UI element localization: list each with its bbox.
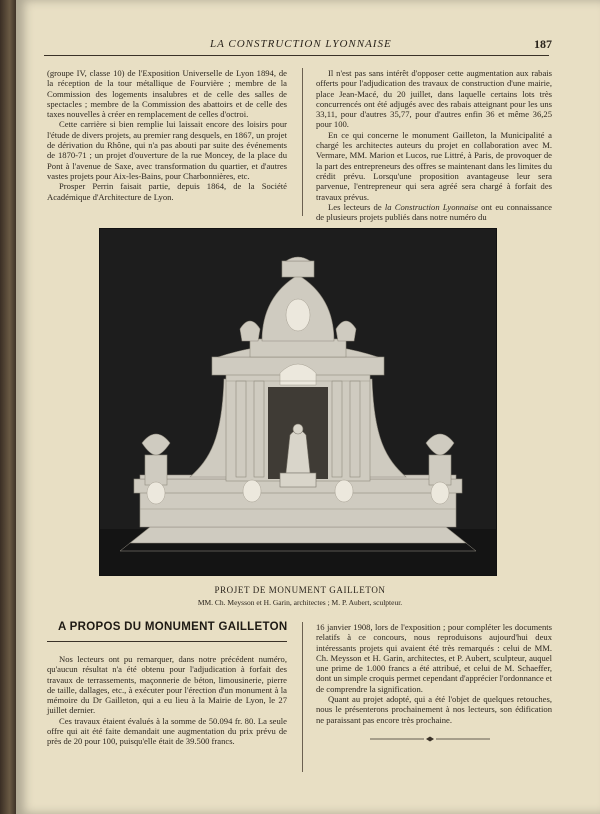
header-rule — [44, 55, 549, 56]
paragraph: (groupe IV, classe 10) de l'Exposition Universelle de Lyon 1894, de la réception de la tour métallique de Fourvière ; membre de la Commission des logements insalubres et de celle des salles de spectacles ; membre de la Commission des abattoirs et de celle des taxes nouvelles à créer en remplacement de celles d'octroi. — [47, 68, 287, 120]
section-rule — [47, 641, 287, 642]
plate-caption-credits: MM. Ch. Meysson et H. Garin, architectes ; M. P. Aubert, sculpteur. — [197, 598, 403, 607]
paragraph: Ces travaux étaient évalués à la somme de 50.094 fr. 80. La seule offre qui ait été faite demandait une augmentation du prix prévu de près de 20 pour 100, puisqu'elle était de 39.500 francs. — [47, 715, 287, 747]
column-bottom-right — [316, 622, 552, 725]
paragraph: Nos lecteurs ont pu remarquer, dans notre précédent numéro, qu'aucun résultat n'a été obtenu pour l'adjudication à forfait des travaux de terrassements, maçonnerie de béton, limousinerie, pierre de taille, dallages, etc., à exécuter pour l'érection d'un monument à la mémoire du Dr Gailleton, qui a eu lieu à la Mairie de Lyon, le 27 juillet dernier. — [47, 654, 287, 716]
column-divider — [302, 622, 303, 772]
running-header-title: LA CONSTRUCTION LYONNAISE — [210, 38, 392, 50]
plate-caption-title: PROJET DE MONUMENT GAILLETON — [214, 585, 386, 595]
journal-title: la Construction Lyonnaise — [384, 201, 478, 212]
text-run: ont eu connaissance de plusieurs projets publiés dans notre numéro du — [316, 201, 552, 223]
paragraph: Il n'est pas sans intérêt d'opposer cette augmentation aux rabais offerts pour l'adjudication des travaux de construction d'une mairie, place Jean-Macé, du 20 juillet, dans laquelle certains lots très concurrencés ont été adjugés avec des rabais atteignant pour les uns 33,11, pour d'autres 35,77, pour d'autres enfin 36 et même 36,25 pour 100. — [316, 68, 552, 130]
monument-illustration — [100, 229, 496, 575]
paragraph: Cette carrière si bien remplie lui laissait encore des loisirs pour l'étude de divers projets, au premier rang desquels, en 1867, un projet de dérivation du Rhône, qui n'a pas abouti par suite des événements de 1870-71 ; un projet d'ouverture de la rue Moncey, de la place du Pont à l'avenue de Saxe, avec transformation du quartier, et d'autres vastes projets pour Aix-les-Bains, pour Charbonnières, etc. — [47, 119, 287, 181]
paragraph: En ce qui concerne le monument Gailleton, la Municipalité a chargé les architectes auteurs du projet en collaboration avec M. Vermare, MM. Marion et Lucos, rue Littré, à Paris, de provoquer de la part des entrepreneurs des offres se maintenant dans les limites du crédit prévu. Lorsqu'une proposition avantageuse leur sera parvenue, l'entrepreneur qui sera agréé sera chargé à forfait des travaux prévus. — [316, 129, 552, 202]
column-divider — [302, 68, 303, 216]
column-top-right — [316, 68, 552, 222]
book-spine — [0, 0, 16, 814]
paragraph — [316, 202, 552, 223]
monument-plate-image — [99, 228, 497, 576]
paragraph: 16 janvier 1908, lors de l'exposition ; pour compléter les documents relatifs à ce concours, nous reproduisons aujourd'hui deux intéressants projets qui avaient été très remarqués : celui de MM. Ch. Meysson et H. Garin, architectes, et P. Aubert, sculpteur, auquel une prime de 1.000 francs a été attribué, et celui de M. Schaeffer, dont un simple croquis permet cependant d'apprécier l'ordonnance et de comprendre la signification. — [316, 622, 552, 694]
paragraph: Quant au projet adopté, qui a été l'objet de quelques retouches, nous le présenterons prochainement à nos lecteurs, son édification ne paraissant pas encore très prochaine. — [316, 694, 552, 725]
column-bottom-left — [47, 654, 287, 747]
paragraph: Prosper Perrin faisait partie, depuis 1864, de la Société Académique d'Architecture de Lyon. — [47, 181, 287, 202]
page-number: 187 — [534, 37, 552, 51]
column-top-left — [47, 68, 287, 202]
text-run: Les lecteurs de — [328, 201, 385, 212]
section-heading: A PROPOS DU MONUMENT GAILLETON — [58, 621, 288, 633]
end-ornament — [370, 736, 490, 742]
